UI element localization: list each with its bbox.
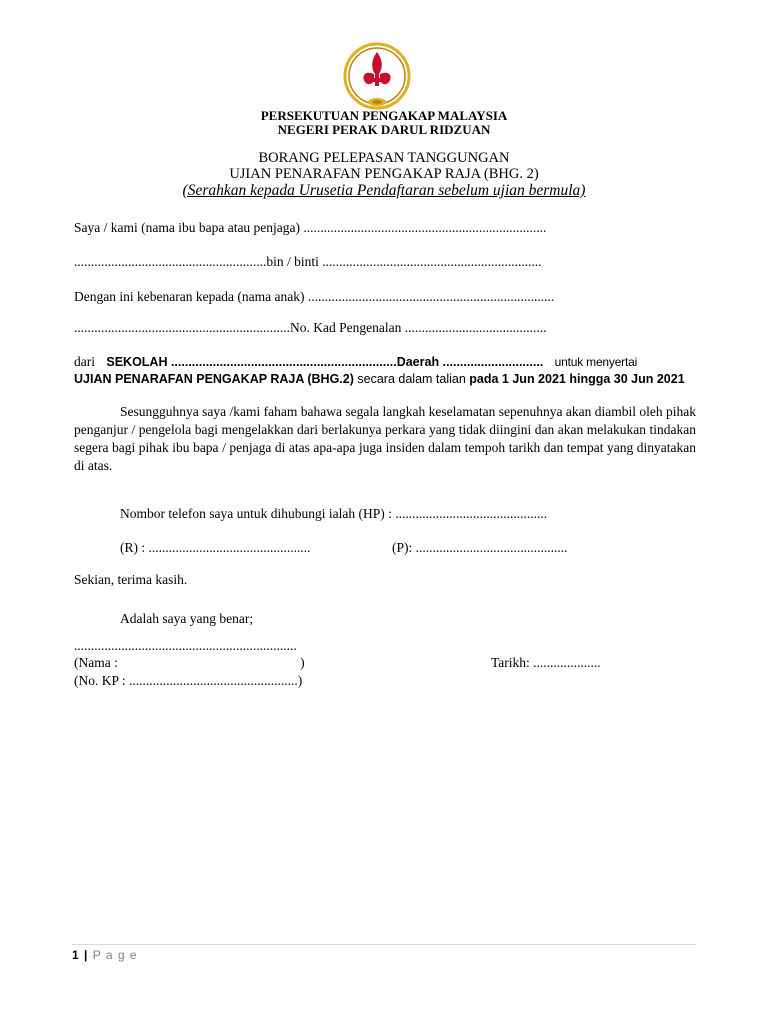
scout-emblem-logo: [341, 40, 413, 112]
phone-r-line: (R) : ................................................: [120, 540, 311, 555]
page-separator: |: [84, 948, 88, 962]
tarikh-line: Tarikh: ....................: [491, 655, 601, 670]
no-kp-line: (No. KP : ..................................................): [74, 673, 303, 688]
child-name-line: Dengan ini kebenaran kepada (nama anak) .........................................................................: [74, 289, 555, 304]
yours-text: Adalah saya yang benar;: [120, 611, 254, 626]
page-footer: [72, 948, 138, 962]
exam-name: UJIAN PENARAFAN PENGAKAP RAJA (BHG.2): [74, 372, 354, 386]
online-text: secara dalam talian: [357, 372, 466, 386]
page-label: P a g e: [92, 948, 138, 962]
declaration-paragraph: Sesungguhnya saya /kami faham bahawa segala langkah keselamatan sepenuhnya akan diambil oleh pihak penganjur / pengelola bagi mengelakkan dari berlakunya perkara yang tidak diingini dan akan melakukan tindakan segera bagi pihak ibu bapa / penjaga di atas apa-apa juga insiden dalam tempoh tarikh dan tempat yang dinyatakan di atas.: [74, 404, 696, 473]
form-title-line2: UJIAN PENARAFAN PENGAKAP RAJA (BHG. 2): [229, 166, 539, 182]
nama-line: (Nama : ): [74, 655, 305, 670]
signature-line: ..................................................................: [74, 638, 297, 653]
page-number: 1: [72, 948, 79, 962]
dari-label: dari: [74, 354, 95, 369]
thanks-text: Sekian, terima kasih.: [74, 572, 188, 587]
form-title-note: (Serahkan kepada Urusetia Pendaftaran sebelum ujian bermula): [182, 182, 586, 199]
ic-number-line: ................................................................No. Kad Pengenalan ..........................................: [74, 320, 547, 335]
bin-binti-line: .........................................................bin / binti .................................................................: [74, 254, 542, 269]
footer-divider: [72, 944, 696, 945]
phone-hp-line: Nombor telefon saya untuk dihubungi ialah (HP) : .............................................: [120, 506, 548, 521]
school-line: [74, 354, 637, 370]
exam-line: [74, 372, 685, 386]
org-name-line1: PERSEKUTUAN PENGAKAP MALAYSIA: [260, 108, 508, 123]
sekolah-daerah-field: SEKOLAH .................................................................Daerah .............................: [106, 355, 544, 369]
exam-dates: pada 1 Jun 2021 hingga 30 Jun 2021: [469, 372, 685, 386]
form-title-line1: BORANG PELEPASAN TANGGUNGAN: [258, 150, 510, 166]
org-name-line2: NEGERI PERAK DARUL RIDZUAN: [277, 122, 491, 137]
untuk-menyertai-text: untuk menyertai: [554, 355, 638, 369]
phone-p-line: (P): .............................................: [392, 540, 568, 555]
parent-name-line: Saya / kami (nama ibu bapa atau penjaga) ........................................................................: [74, 220, 547, 235]
